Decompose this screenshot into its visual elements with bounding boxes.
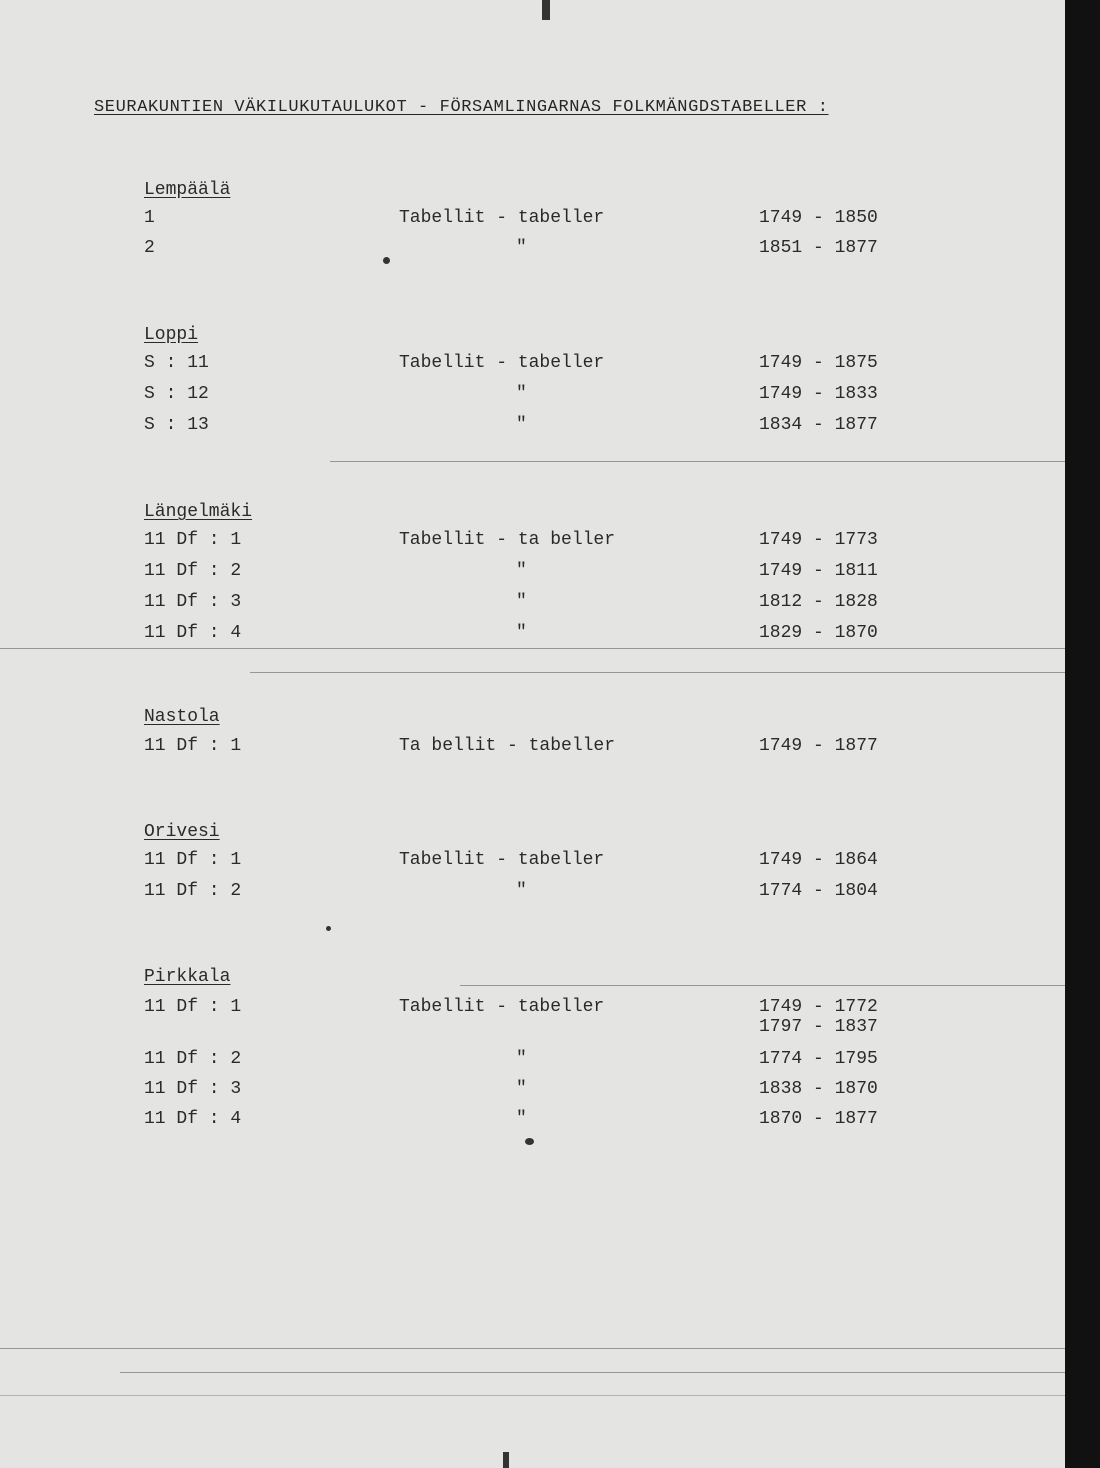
volume-row (0, 384, 1060, 414)
volume-number: 11 Df : 2 (144, 561, 242, 581)
record-description: Tabellit - tabeller (399, 997, 605, 1017)
year-range-line: 1749 - 1773 (759, 530, 878, 550)
ditto-mark: " (516, 592, 527, 612)
scan-speck (525, 1138, 534, 1145)
volume-number: 1 (144, 208, 155, 228)
year-range-line: 1851 - 1877 (759, 238, 878, 258)
year-range (759, 415, 878, 435)
scan-artifact-line (0, 1395, 1070, 1396)
year-range (759, 592, 878, 612)
year-range (759, 1049, 878, 1069)
scan-artifact-line (120, 1372, 1070, 1373)
ditto-mark: " (516, 561, 527, 581)
volume-row (0, 623, 1060, 653)
volume-row (0, 592, 1060, 622)
ditto-mark: " (516, 384, 527, 404)
year-range-line: 1749 - 1772 (759, 997, 878, 1017)
parish-heading: Längelmäki (144, 502, 253, 522)
volume-number: S : 11 (144, 353, 209, 373)
record-description: Tabellit - tabeller (399, 208, 605, 228)
year-range-line: 1774 - 1795 (759, 1049, 878, 1069)
scan-border (1065, 0, 1100, 1468)
volume-number: 11 Df : 1 (144, 997, 242, 1017)
volume-number: 11 Df : 1 (144, 530, 242, 550)
volume-row (0, 997, 1060, 1037)
parish-heading: Lempäälä (144, 180, 231, 200)
year-range-line: 1870 - 1877 (759, 1109, 878, 1129)
page-title: SEURAKUNTIEN VÄKILUKUTAULUKOT - FÖRSAMLINGARNAS FOLKMÄNGDSTABELLER : (94, 98, 829, 117)
scan-artifact-line (0, 1348, 1070, 1349)
year-range (759, 561, 878, 581)
scan-artifact-line (330, 461, 1070, 462)
volume-number: 2 (144, 238, 155, 258)
year-range-line: 1749 - 1811 (759, 561, 878, 581)
year-range-line: 1749 - 1864 (759, 850, 878, 870)
scan-artifact-line (460, 985, 1070, 986)
parish-heading: Orivesi (144, 822, 220, 842)
year-range (759, 530, 878, 550)
volume-row (0, 1049, 1060, 1079)
volume-row (0, 415, 1060, 445)
year-range-line: 1829 - 1870 (759, 623, 878, 643)
year-range (759, 1079, 878, 1099)
record-description: Tabellit - ta beller (399, 530, 616, 550)
parish-heading: Pirkkala (144, 967, 231, 987)
year-range (759, 881, 878, 901)
year-range (759, 238, 878, 258)
year-range (759, 850, 878, 870)
volume-number: 11 Df : 3 (144, 1079, 242, 1099)
volume-number: 11 Df : 4 (144, 1109, 242, 1129)
ditto-mark: " (516, 415, 527, 435)
volume-row (0, 238, 1060, 268)
year-range-line: 1749 - 1875 (759, 353, 878, 373)
volume-number: 11 Df : 2 (144, 881, 242, 901)
year-range-line: 1797 - 1837 (759, 1017, 878, 1037)
volume-number: 11 Df : 4 (144, 623, 242, 643)
volume-row (0, 736, 1060, 766)
parish-heading: Nastola (144, 707, 220, 727)
volume-number: S : 13 (144, 415, 209, 435)
year-range-line: 1838 - 1870 (759, 1079, 878, 1099)
volume-number: 11 Df : 1 (144, 736, 242, 756)
year-range (759, 1109, 878, 1129)
volume-row (0, 530, 1060, 560)
volume-number: 11 Df : 3 (144, 592, 242, 612)
year-range (759, 353, 878, 373)
record-description: Ta bellit - tabeller (399, 736, 616, 756)
year-range-line: 1834 - 1877 (759, 415, 878, 435)
scan-artifact-line (250, 672, 1070, 673)
ditto-mark: " (516, 881, 527, 901)
ditto-mark: " (516, 623, 527, 643)
year-range (759, 736, 878, 756)
parish-heading: Loppi (144, 325, 199, 345)
volume-number: 11 Df : 2 (144, 1049, 242, 1069)
volume-row (0, 208, 1060, 238)
year-range-line: 1749 - 1877 (759, 736, 878, 756)
ditto-mark: " (516, 1109, 527, 1129)
year-range-line: 1749 - 1850 (759, 208, 878, 228)
scan-speck (503, 1452, 509, 1468)
volume-row (0, 850, 1060, 880)
record-description: Tabellit - tabeller (399, 850, 605, 870)
year-range-line: 1774 - 1804 (759, 881, 878, 901)
volume-number: 11 Df : 1 (144, 850, 242, 870)
ditto-mark: " (516, 1049, 527, 1069)
year-range (759, 997, 878, 1037)
year-range (759, 208, 878, 228)
scan-speck (542, 0, 550, 20)
volume-row (0, 881, 1060, 911)
volume-row (0, 1079, 1060, 1109)
volume-row (0, 353, 1060, 383)
ditto-mark: " (516, 238, 527, 258)
scan-speck (326, 926, 331, 931)
year-range (759, 384, 878, 404)
ditto-mark: " (516, 1079, 527, 1099)
volume-row (0, 1109, 1060, 1139)
volume-number: S : 12 (144, 384, 209, 404)
volume-row (0, 561, 1060, 591)
year-range-line: 1812 - 1828 (759, 592, 878, 612)
year-range-line: 1749 - 1833 (759, 384, 878, 404)
record-description: Tabellit - tabeller (399, 353, 605, 373)
year-range (759, 623, 878, 643)
